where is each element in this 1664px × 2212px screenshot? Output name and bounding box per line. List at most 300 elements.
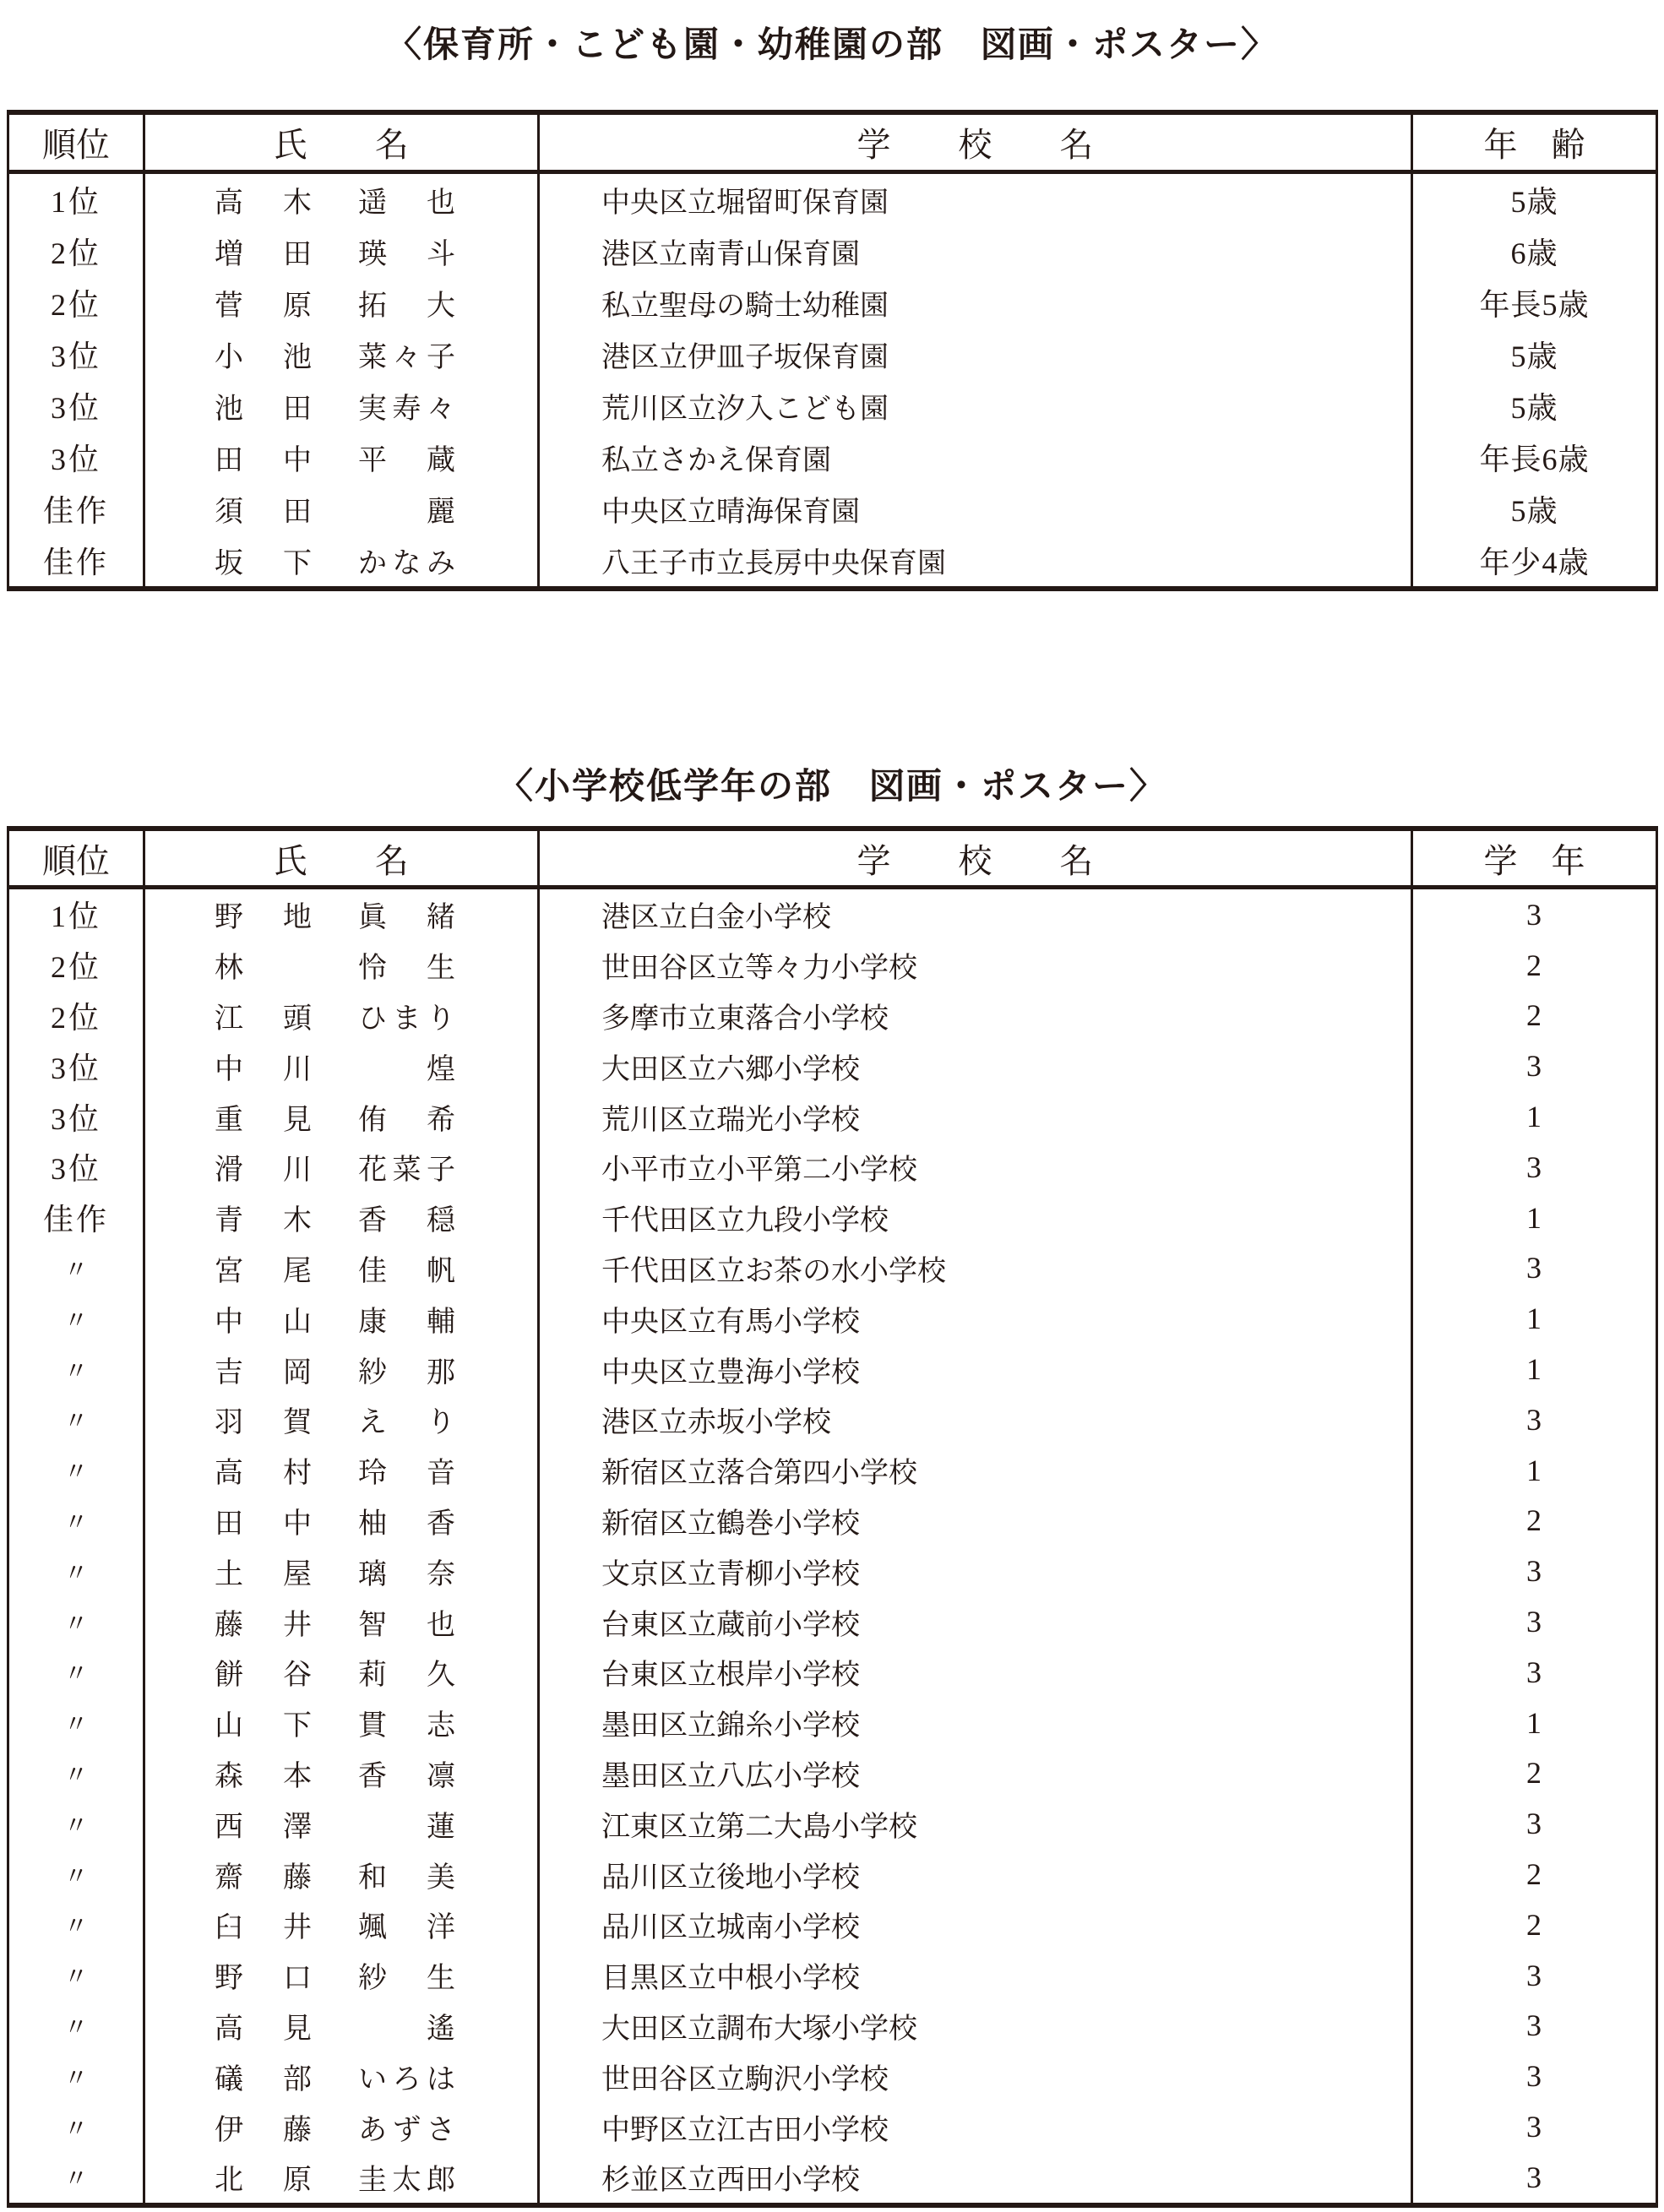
school-cell: 私立聖母の騎士幼稚園 — [540, 277, 1413, 329]
name-cell — [145, 1243, 540, 1294]
name-char: 見 — [283, 2013, 312, 2045]
name-char: 口 — [283, 1963, 312, 1995]
age-cell: 5歳 — [1510, 494, 1558, 528]
name-cell — [145, 1142, 540, 1193]
family-name — [215, 1096, 312, 1138]
name-char: り — [427, 1003, 455, 1035]
family-name — [215, 334, 312, 375]
given-name — [358, 1247, 455, 1289]
name-char: 也 — [427, 188, 455, 219]
grade-cell: 3 — [1526, 2110, 1542, 2144]
name-char: 礒 — [215, 2063, 243, 2095]
given-name — [358, 231, 455, 272]
name-char: 遙 — [427, 2013, 455, 2045]
rank-cell: 佳作 — [9, 535, 145, 586]
school-cell: 小平市立小平第二小学校 — [540, 1142, 1413, 1193]
name-char: 美 — [427, 1861, 455, 1894]
rank-cell: 〃 — [9, 1698, 145, 1748]
name-char: 璃 — [358, 1558, 387, 1590]
grade-cell: 2 — [1526, 1756, 1542, 1791]
school-cell: 台東区立根岸小学校 — [540, 1647, 1413, 1698]
given-name — [358, 894, 455, 935]
given-name — [358, 334, 455, 375]
name-char: 山 — [215, 1710, 243, 1742]
name-char: 本 — [283, 1760, 312, 1792]
name-char: 部 — [283, 2063, 312, 2095]
rank-cell: 〃 — [9, 1950, 145, 2001]
family-name — [215, 2156, 312, 2198]
name-char: 川 — [283, 1155, 312, 1187]
rank-cell: 〃 — [9, 1748, 145, 1799]
family-name — [215, 2005, 312, 2046]
name-char: 坂 — [215, 548, 243, 579]
grade-cell: 2 — [1526, 948, 1542, 982]
given-name — [358, 1601, 455, 1643]
grade-cell: 1 — [1526, 1100, 1542, 1134]
age-cell: 年長6歳 — [1479, 443, 1590, 476]
rank-cell: 〃 — [9, 2051, 145, 2101]
name-cell — [145, 1596, 540, 1647]
grade-cell: 3 — [1526, 2160, 1542, 2194]
grade-cell: 1 — [1526, 1352, 1542, 1387]
name-char: 遥 — [358, 188, 387, 219]
name-cell — [145, 1798, 540, 1849]
age-cell: 年少4歳 — [1479, 546, 1590, 579]
family-name — [215, 231, 312, 272]
grade-cell: 3 — [1526, 897, 1542, 932]
family-name — [215, 1399, 312, 1440]
name-char: 谷 — [283, 1660, 312, 1692]
name-cell — [145, 1293, 540, 1344]
name-char: か — [358, 548, 387, 579]
name-char: 瑛 — [358, 239, 387, 270]
name-char: は — [427, 2063, 455, 2095]
family-name — [215, 944, 312, 986]
name-char: 林 — [215, 953, 243, 985]
rank-cell: 2位 — [9, 277, 145, 329]
school-cell: 品川区立城南小学校 — [540, 1899, 1413, 1950]
family-name — [215, 1854, 312, 1895]
header-age: 年 齢 — [1413, 115, 1656, 174]
name-char: 菜 — [358, 342, 387, 373]
name-char: ま — [392, 1003, 421, 1035]
name-char: 臼 — [215, 1912, 243, 1944]
name-char: 羽 — [215, 1407, 243, 1439]
name-char: 和 — [358, 1861, 387, 1894]
school-cell: 文京区立青柳小学校 — [540, 1546, 1413, 1596]
header-rank: 順位 — [9, 831, 145, 889]
school-cell: 世田谷区立等々力小学校 — [540, 940, 1413, 991]
grade-cell: 3 — [1526, 2008, 1542, 2043]
name-char: 帆 — [427, 1255, 455, 1287]
header-name: 氏 名 — [145, 115, 540, 174]
family-name — [215, 1500, 312, 1541]
grade-cell: 3 — [1526, 1049, 1542, 1084]
name-char: 高 — [215, 188, 243, 219]
name-char: 蔵 — [427, 445, 455, 476]
grade-cell: 3 — [1526, 1958, 1542, 1992]
family-name — [215, 1803, 312, 1845]
rank-cell: 1位 — [9, 889, 145, 940]
name-char: 寿 — [392, 394, 421, 425]
name-cell — [145, 2152, 540, 2203]
grade-cell: 2 — [1526, 1907, 1542, 1942]
name-char: 眞 — [358, 902, 387, 934]
name-char: 那 — [427, 1356, 455, 1389]
school-cell: 中央区立豊海小学校 — [540, 1344, 1413, 1394]
name-cell — [145, 174, 540, 226]
grade-cell: 3 — [1526, 1402, 1542, 1437]
name-char: 香 — [358, 1760, 387, 1792]
rank-cell: 〃 — [9, 1394, 145, 1445]
name-char: ず — [392, 2114, 421, 2146]
name-char: 怜 — [358, 953, 387, 985]
name-char: 玲 — [358, 1458, 387, 1490]
name-char: 志 — [427, 1710, 455, 1742]
given-name — [358, 488, 455, 530]
name-char: あ — [358, 2114, 387, 2146]
name-char: 吉 — [215, 1356, 243, 1389]
school-cell: 多摩市立東落合小学校 — [540, 991, 1413, 1041]
name-char: 拓 — [358, 291, 387, 322]
name-char: 高 — [215, 1458, 243, 1490]
name-char: 齋 — [215, 1861, 243, 1894]
name-char: 穏 — [427, 1205, 455, 1237]
name-char: 江 — [215, 1003, 243, 1035]
grade-cell: 1 — [1526, 1302, 1542, 1336]
name-char: 子 — [427, 1155, 455, 1187]
name-char: 原 — [283, 2165, 312, 2197]
rank-cell: 〃 — [9, 1647, 145, 1698]
school-cell: 中野区立江古田小学校 — [540, 2101, 1413, 2152]
given-name — [358, 1298, 455, 1340]
family-name — [215, 1146, 312, 1188]
age-cell: 年長5歳 — [1479, 288, 1590, 322]
name-char: 紗 — [358, 1356, 387, 1389]
rank-cell: 2位 — [9, 226, 145, 277]
name-char: 屋 — [283, 1558, 312, 1590]
given-name — [358, 1146, 455, 1188]
header-school: 学 校 名 — [540, 115, 1413, 174]
school-cell: 墨田区立八広小学校 — [540, 1748, 1413, 1799]
name-char: 中 — [215, 1053, 243, 1085]
given-name — [358, 1096, 455, 1138]
grade-cell: 1 — [1526, 1705, 1542, 1740]
name-char: 岡 — [283, 1356, 312, 1389]
rank-cell: 〃 — [9, 2101, 145, 2152]
rank-cell: 3位 — [9, 1091, 145, 1142]
rank-cell: 佳作 — [9, 1193, 145, 1243]
name-char: 太 — [392, 2165, 421, 2197]
school-cell: 新宿区立落合第四小学校 — [540, 1445, 1413, 1496]
name-char: 大 — [427, 291, 455, 322]
name-char: 郎 — [427, 2165, 455, 2197]
rank-cell: 1位 — [9, 174, 145, 226]
family-name — [215, 179, 312, 220]
name-char: 須 — [215, 497, 243, 528]
name-char: 子 — [427, 342, 455, 373]
given-name — [358, 437, 455, 478]
given-name — [358, 2156, 455, 2198]
name-char: 斗 — [427, 239, 455, 270]
name-cell — [145, 329, 540, 380]
family-name — [215, 540, 312, 581]
header-rank: 順位 — [9, 115, 145, 174]
grade-cell: 3 — [1526, 1251, 1542, 1285]
name-char: 下 — [283, 1710, 312, 1742]
name-cell — [145, 1647, 540, 1698]
school-cell: 八王子市立長房中央保育園 — [540, 535, 1413, 586]
header-school: 学 校 名 — [540, 831, 1413, 889]
name-cell — [145, 1546, 540, 1596]
school-cell: 新宿区立鶴巻小学校 — [540, 1496, 1413, 1546]
grade-cell: 2 — [1526, 1503, 1542, 1538]
name-char: 川 — [283, 1053, 312, 1085]
rank-cell: 〃 — [9, 2152, 145, 2203]
name-cell — [145, 1445, 540, 1496]
given-name — [358, 995, 455, 1036]
age-cell: 5歳 — [1510, 340, 1558, 373]
name-char: 中 — [283, 1508, 312, 1540]
name-cell — [145, 2001, 540, 2052]
school-cell: 品川区立後地小学校 — [540, 1849, 1413, 1899]
name-char: 蓮 — [427, 1811, 455, 1843]
name-char: 井 — [283, 1609, 312, 1641]
name-cell — [145, 277, 540, 329]
school-cell: 港区立南青山保育園 — [540, 226, 1413, 277]
name-char: 井 — [283, 1912, 312, 1944]
name-char: 高 — [215, 2013, 243, 2045]
name-cell — [145, 889, 540, 940]
name-cell — [145, 991, 540, 1041]
school-cell: 千代田区立九段小学校 — [540, 1193, 1413, 1243]
name-char: 生 — [427, 1963, 455, 1995]
name-char: 山 — [283, 1306, 312, 1338]
given-name — [358, 540, 455, 581]
name-char: 々 — [392, 342, 421, 373]
name-char: 菅 — [215, 291, 243, 322]
school-cell: 世田谷区立駒沢小学校 — [540, 2051, 1413, 2101]
given-name — [358, 1854, 455, 1895]
family-name — [215, 1046, 312, 1087]
name-char: 紗 — [358, 1963, 387, 1995]
given-name — [358, 1753, 455, 1794]
grade-cell: 1 — [1526, 1453, 1542, 1487]
name-char: 賀 — [283, 1407, 312, 1439]
name-char: 智 — [358, 1609, 387, 1641]
name-char: 颯 — [358, 1912, 387, 1944]
family-name — [215, 1904, 312, 1945]
given-name — [358, 1954, 455, 1996]
name-char: 野 — [215, 1963, 243, 1995]
rank-cell: 〃 — [9, 1596, 145, 1647]
grade-cell: 1 — [1526, 1200, 1542, 1235]
given-name — [358, 2056, 455, 2097]
name-char: ひ — [358, 1003, 387, 1035]
given-name — [358, 944, 455, 986]
rank-cell: 〃 — [9, 1798, 145, 1849]
name-char: 池 — [283, 342, 312, 373]
school-cell: 中央区立有馬小学校 — [540, 1293, 1413, 1344]
header-grade: 学 年 — [1413, 831, 1656, 889]
name-char: 小 — [215, 342, 243, 373]
name-cell — [145, 1496, 540, 1546]
given-name — [358, 179, 455, 220]
name-char: 木 — [283, 1205, 312, 1237]
grade-cell: 3 — [1526, 1554, 1542, 1589]
given-name — [358, 1551, 455, 1592]
rank-cell: 〃 — [9, 1344, 145, 1394]
name-cell — [145, 1091, 540, 1142]
given-name — [358, 1500, 455, 1541]
rank-cell: 〃 — [9, 1496, 145, 1546]
name-char: 田 — [283, 497, 312, 528]
name-char: 村 — [283, 1458, 312, 1490]
name-char: え — [358, 1407, 387, 1439]
section-kindergarten-title: 〈保育所・こども園・幼稚園の部 図画・ポスター〉 — [385, 24, 1278, 64]
given-name — [358, 1349, 455, 1390]
name-cell — [145, 1748, 540, 1799]
name-cell — [145, 1899, 540, 1950]
family-name — [215, 1449, 312, 1491]
name-char: 圭 — [358, 2165, 387, 2197]
rank-cell: 2位 — [9, 991, 145, 1041]
name-char: り — [427, 1407, 455, 1439]
name-char: 青 — [215, 1205, 243, 1237]
name-char: 西 — [215, 1811, 243, 1843]
family-name — [215, 1954, 312, 1996]
rank-cell: 2位 — [9, 940, 145, 991]
name-char: み — [427, 548, 455, 579]
name-char: 也 — [427, 1609, 455, 1641]
name-char: 奈 — [427, 1558, 455, 1590]
name-char: さ — [427, 2114, 455, 2146]
given-name — [358, 1651, 455, 1693]
family-name — [215, 385, 312, 427]
name-cell — [145, 380, 540, 432]
name-char: 藤 — [283, 2114, 312, 2146]
name-cell — [145, 1041, 540, 1091]
school-cell: 台東区立蔵前小学校 — [540, 1596, 1413, 1647]
name-char: ろ — [392, 2063, 421, 2095]
name-char: 香 — [427, 1508, 455, 1540]
family-name — [215, 2106, 312, 2148]
family-name — [215, 437, 312, 478]
name-char: 実 — [358, 394, 387, 425]
name-cell — [145, 432, 540, 483]
name-char: 中 — [283, 445, 312, 476]
name-char: 輔 — [427, 1306, 455, 1338]
grade-cell: 3 — [1526, 1149, 1542, 1184]
name-char: 餅 — [215, 1660, 243, 1692]
name-char: 田 — [215, 1508, 243, 1540]
name-cell — [145, 1849, 540, 1899]
name-char: 貫 — [358, 1710, 387, 1742]
name-char: 香 — [358, 1205, 387, 1237]
name-char: 煌 — [427, 1053, 455, 1085]
school-cell: 江東区立第二大島小学校 — [540, 1798, 1413, 1849]
name-char: 頭 — [283, 1003, 312, 1035]
family-name — [215, 1753, 312, 1794]
given-name — [358, 385, 455, 427]
name-char: 洋 — [427, 1912, 455, 1944]
name-char: 佳 — [358, 1255, 387, 1287]
grade-cell: 2 — [1526, 998, 1542, 1033]
elementary-lower-results-table — [7, 826, 1658, 2208]
name-cell — [145, 1344, 540, 1394]
name-char: 凛 — [427, 1760, 455, 1792]
section-elementary-lower-title: 〈小学校低学年の部 図画・ポスター〉 — [497, 766, 1166, 806]
family-name — [215, 1197, 312, 1238]
name-char: い — [358, 2063, 387, 2095]
family-name — [215, 488, 312, 530]
name-char: 緒 — [427, 902, 455, 934]
name-cell — [145, 1950, 540, 2001]
school-cell: 墨田区立錦糸小学校 — [540, 1698, 1413, 1748]
family-name — [215, 1298, 312, 1340]
rank-cell: 3位 — [9, 1041, 145, 1091]
school-cell: 港区立伊皿子坂保育園 — [540, 329, 1413, 380]
name-char: 滑 — [215, 1155, 243, 1187]
name-char: 々 — [427, 394, 455, 425]
grade-cell: 3 — [1526, 1807, 1542, 1841]
name-char: 下 — [283, 548, 312, 579]
name-cell — [145, 1193, 540, 1243]
name-char: な — [392, 548, 421, 579]
school-cell: 大田区立六郷小学校 — [540, 1041, 1413, 1091]
age-cell: 5歳 — [1510, 185, 1558, 219]
grade-cell: 3 — [1526, 2059, 1542, 2094]
name-char: 藤 — [215, 1609, 243, 1641]
given-name — [358, 1702, 455, 1743]
name-char: 希 — [427, 1104, 455, 1136]
name-char: 木 — [283, 188, 312, 219]
family-name — [215, 1551, 312, 1592]
family-name — [215, 1349, 312, 1390]
name-char: 野 — [215, 902, 243, 934]
family-name — [215, 894, 312, 935]
given-name — [358, 1449, 455, 1491]
school-cell: 大田区立調布大塚小学校 — [540, 2001, 1413, 2052]
name-char: 藤 — [283, 1861, 312, 1894]
family-name — [215, 282, 312, 323]
rank-cell: 〃 — [9, 2001, 145, 2052]
name-char: 池 — [215, 394, 243, 425]
name-char: 地 — [283, 902, 312, 934]
rank-cell: 佳作 — [9, 483, 145, 535]
name-cell — [145, 226, 540, 277]
kindergarten-results-table — [7, 110, 1658, 591]
name-char: 尾 — [283, 1255, 312, 1287]
rank-cell: 〃 — [9, 1445, 145, 1496]
age-cell: 5歳 — [1510, 391, 1558, 425]
name-char: 莉 — [358, 1660, 387, 1692]
name-char: 柚 — [358, 1508, 387, 1540]
school-cell: 私立さかえ保育園 — [540, 432, 1413, 483]
name-char: 音 — [427, 1458, 455, 1490]
given-name — [358, 1904, 455, 1945]
family-name — [215, 1247, 312, 1289]
given-name — [358, 282, 455, 323]
name-char: 土 — [215, 1558, 243, 1590]
name-char: 花 — [358, 1155, 387, 1187]
name-char: 康 — [358, 1306, 387, 1338]
rank-cell: 〃 — [9, 1849, 145, 1899]
name-char: 中 — [215, 1306, 243, 1338]
school-cell: 千代田区立お茶の水小学校 — [540, 1243, 1413, 1294]
school-cell: 荒川区立瑞光小学校 — [540, 1091, 1413, 1142]
given-name — [358, 1046, 455, 1087]
